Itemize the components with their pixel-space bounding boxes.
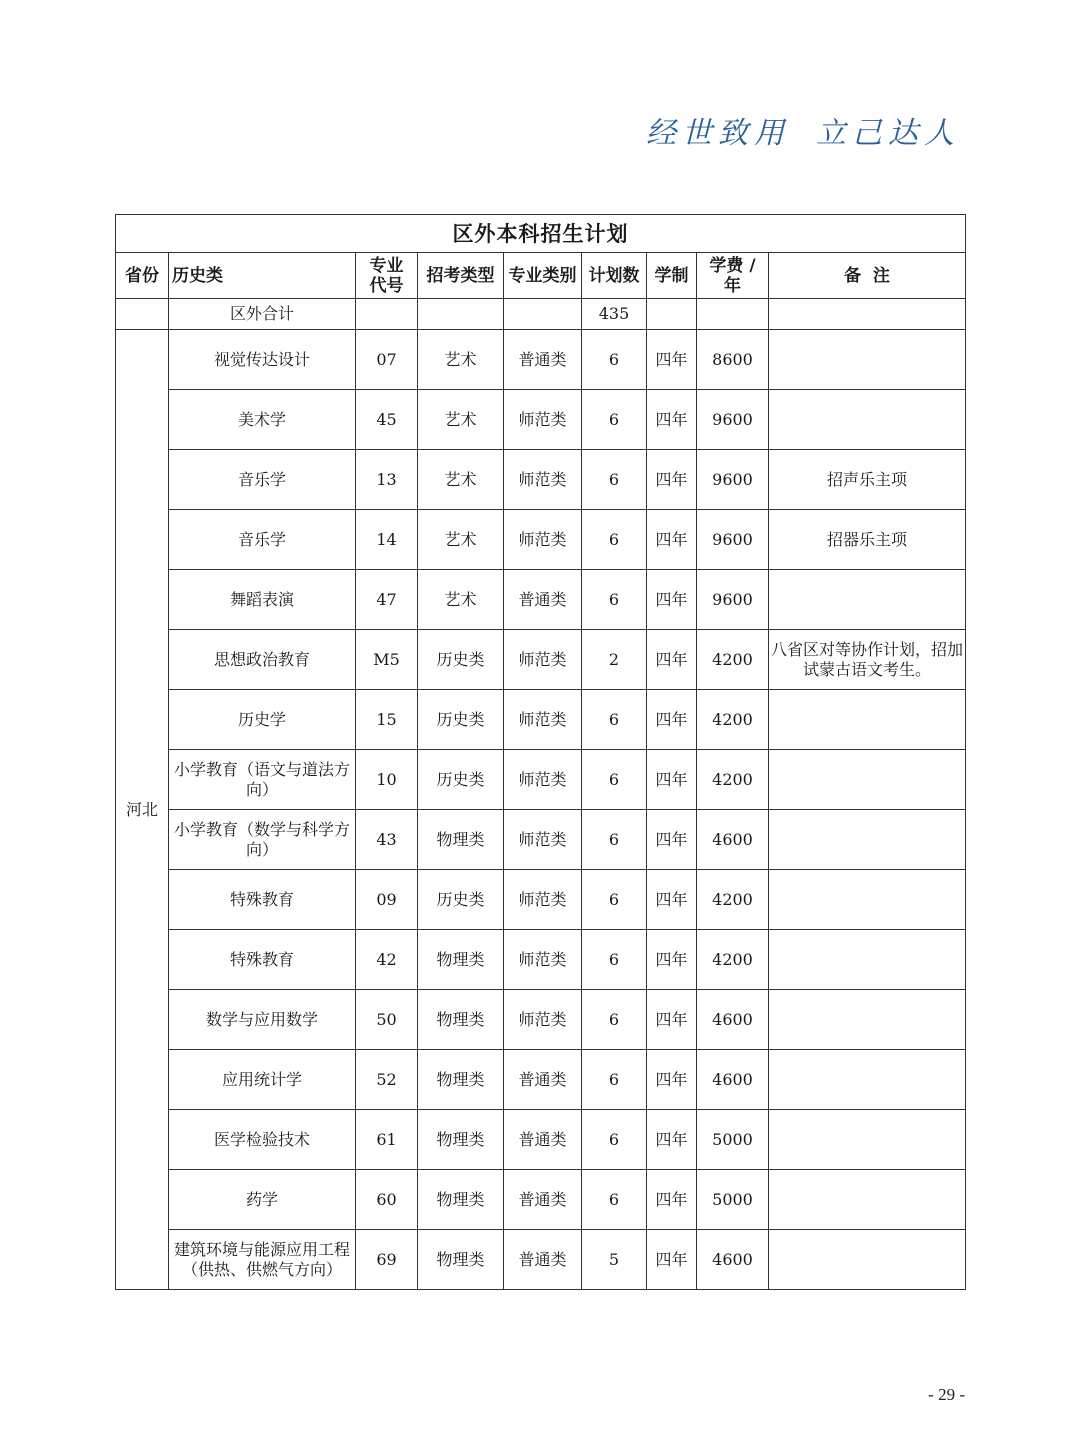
enrollment-plan-table [115,214,966,1290]
tuition-cell: 4200 [697,690,769,750]
duration-cell: 四年 [647,1230,697,1290]
table-row [116,990,966,1050]
major-cell: 美术学 [169,390,356,450]
note-cell: 招声乐主项 [769,450,966,510]
tuition-cell: 4600 [697,810,769,870]
exam-type-cell: 物理类 [418,990,504,1050]
tuition-cell: 4200 [697,750,769,810]
table-row [116,510,966,570]
exam-type-cell: 物理类 [418,1110,504,1170]
plan-count-cell: 6 [582,390,647,450]
exam-type-cell: 物理类 [418,1170,504,1230]
category-cell: 师范类 [504,870,582,930]
note-cell [769,990,966,1050]
summary-label: 区外合计 [169,299,356,330]
plan-count-cell: 6 [582,570,647,630]
category-cell: 普通类 [504,1110,582,1170]
table-row [116,1110,966,1170]
major-cell: 应用统计学 [169,1050,356,1110]
table-row [116,1050,966,1110]
motto-part-2: 立己达人 [816,116,960,151]
category-cell: 师范类 [504,690,582,750]
major-cell: 视觉传达设计 [169,330,356,390]
exam-type-cell: 艺术 [418,510,504,570]
category-cell: 师范类 [504,750,582,810]
column-header: 招考类型 [418,253,504,299]
exam-type-cell: 艺术 [418,330,504,390]
note-cell [769,870,966,930]
column-header: 省份 [116,253,169,299]
plan-count-cell: 6 [582,450,647,510]
code-cell: 07 [356,330,418,390]
tuition-cell: 9600 [697,570,769,630]
plan-count-cell: 6 [582,810,647,870]
note-cell [769,750,966,810]
code-cell: 50 [356,990,418,1050]
major-cell: 小学教育（数学与科学方向） [169,810,356,870]
code-cell: 47 [356,570,418,630]
major-cell: 医学检验技术 [169,1110,356,1170]
province-cell: 河北 [116,330,169,1290]
note-cell [769,1170,966,1230]
code-cell: 10 [356,750,418,810]
category-cell: 师范类 [504,450,582,510]
exam-type-cell: 历史类 [418,630,504,690]
major-cell: 特殊教育 [169,870,356,930]
code-cell: 42 [356,930,418,990]
plan-count-cell: 6 [582,990,647,1050]
plan-count-cell: 6 [582,1050,647,1110]
duration-cell: 四年 [647,990,697,1050]
category-cell: 普通类 [504,1230,582,1290]
table-row [116,930,966,990]
duration-cell: 四年 [647,450,697,510]
exam-type-cell: 艺术 [418,450,504,510]
code-cell: 15 [356,690,418,750]
category-cell: 普通类 [504,1050,582,1110]
table-row [116,1170,966,1230]
note-cell [769,1230,966,1290]
code-cell: 14 [356,510,418,570]
column-header: 学费 / 年 [697,253,769,299]
exam-type-cell: 历史类 [418,690,504,750]
tuition-cell: 4600 [697,990,769,1050]
exam-type-cell: 历史类 [418,750,504,810]
category-cell: 师范类 [504,390,582,450]
plan-count-cell: 6 [582,330,647,390]
exam-type-cell: 物理类 [418,930,504,990]
plan-count-cell: 6 [582,1170,647,1230]
table-row [116,450,966,510]
column-header: 学制 [647,253,697,299]
code-cell: 69 [356,1230,418,1290]
category-cell: 师范类 [504,630,582,690]
note-cell [769,330,966,390]
duration-cell: 四年 [647,1110,697,1170]
category-cell: 普通类 [504,1170,582,1230]
code-cell: 09 [356,870,418,930]
plan-count-cell: 6 [582,510,647,570]
table-row [116,330,966,390]
motto-part-1: 经世致用 [646,116,790,151]
tuition-cell: 4200 [697,630,769,690]
tuition-cell: 9600 [697,510,769,570]
tuition-cell: 9600 [697,390,769,450]
code-cell: 43 [356,810,418,870]
duration-cell: 四年 [647,570,697,630]
major-cell: 音乐学 [169,450,356,510]
exam-type-cell: 历史类 [418,870,504,930]
category-cell: 师范类 [504,990,582,1050]
code-cell: 13 [356,450,418,510]
note-cell: 八省区对等协作计划，招加试蒙古语文考生。 [769,630,966,690]
school-motto [646,108,960,152]
note-cell [769,930,966,990]
tuition-cell: 4200 [697,930,769,990]
note-cell [769,390,966,450]
plan-count-cell: 5 [582,1230,647,1290]
page-number: - 29 - [928,1385,965,1404]
exam-type-cell: 物理类 [418,1230,504,1290]
duration-cell: 四年 [647,1170,697,1230]
major-cell: 建筑环境与能源应用工程（供热、供燃气方向） [169,1230,356,1290]
note-cell [769,1050,966,1110]
column-header: 计划数 [582,253,647,299]
plan-count-cell: 2 [582,630,647,690]
plan-count-cell: 6 [582,750,647,810]
column-header: 备 注 [769,253,966,299]
column-header: 历史类 [169,253,356,299]
exam-type-cell: 物理类 [418,810,504,870]
category-cell: 普通类 [504,570,582,630]
exam-type-cell: 艺术 [418,570,504,630]
major-cell: 历史学 [169,690,356,750]
table-row [116,810,966,870]
code-cell: 45 [356,390,418,450]
major-cell: 数学与应用数学 [169,990,356,1050]
code-cell: 60 [356,1170,418,1230]
table-row [116,630,966,690]
category-cell: 师范类 [504,510,582,570]
table-row [116,1230,966,1290]
duration-cell: 四年 [647,1050,697,1110]
plan-count-cell: 6 [582,1110,647,1170]
note-cell [769,570,966,630]
major-cell: 思想政治教育 [169,630,356,690]
table-row [116,390,966,450]
table-row [116,870,966,930]
code-cell: M5 [356,630,418,690]
tuition-cell: 9600 [697,450,769,510]
tuition-cell: 4600 [697,1050,769,1110]
table-header-row [116,253,966,299]
code-cell: 61 [356,1110,418,1170]
duration-cell: 四年 [647,390,697,450]
major-cell: 音乐学 [169,510,356,570]
summary-row [116,299,966,330]
duration-cell: 四年 [647,810,697,870]
duration-cell: 四年 [647,690,697,750]
column-header: 专业类别 [504,253,582,299]
major-cell: 小学教育（语文与道法方向） [169,750,356,810]
table-title: 区外本科招生计划 [116,215,966,253]
category-cell: 普通类 [504,330,582,390]
table-row [116,690,966,750]
category-cell: 师范类 [504,810,582,870]
duration-cell: 四年 [647,630,697,690]
summary-plan-count: 435 [582,299,647,330]
note-cell [769,1110,966,1170]
tuition-cell: 4200 [697,870,769,930]
column-header: 专业代号 [356,253,418,299]
note-cell [769,690,966,750]
major-cell: 舞蹈表演 [169,570,356,630]
note-cell [769,810,966,870]
tuition-cell: 8600 [697,330,769,390]
plan-count-cell: 6 [582,690,647,750]
duration-cell: 四年 [647,750,697,810]
plan-count-cell: 6 [582,870,647,930]
duration-cell: 四年 [647,510,697,570]
duration-cell: 四年 [647,870,697,930]
table-row [116,570,966,630]
tuition-cell: 5000 [697,1110,769,1170]
exam-type-cell: 艺术 [418,390,504,450]
tuition-cell: 4600 [697,1230,769,1290]
exam-type-cell: 物理类 [418,1050,504,1110]
note-cell: 招器乐主项 [769,510,966,570]
duration-cell: 四年 [647,330,697,390]
table-row [116,750,966,810]
category-cell: 师范类 [504,930,582,990]
plan-count-cell: 6 [582,930,647,990]
duration-cell: 四年 [647,930,697,990]
code-cell: 52 [356,1050,418,1110]
major-cell: 药学 [169,1170,356,1230]
tuition-cell: 5000 [697,1170,769,1230]
major-cell: 特殊教育 [169,930,356,990]
